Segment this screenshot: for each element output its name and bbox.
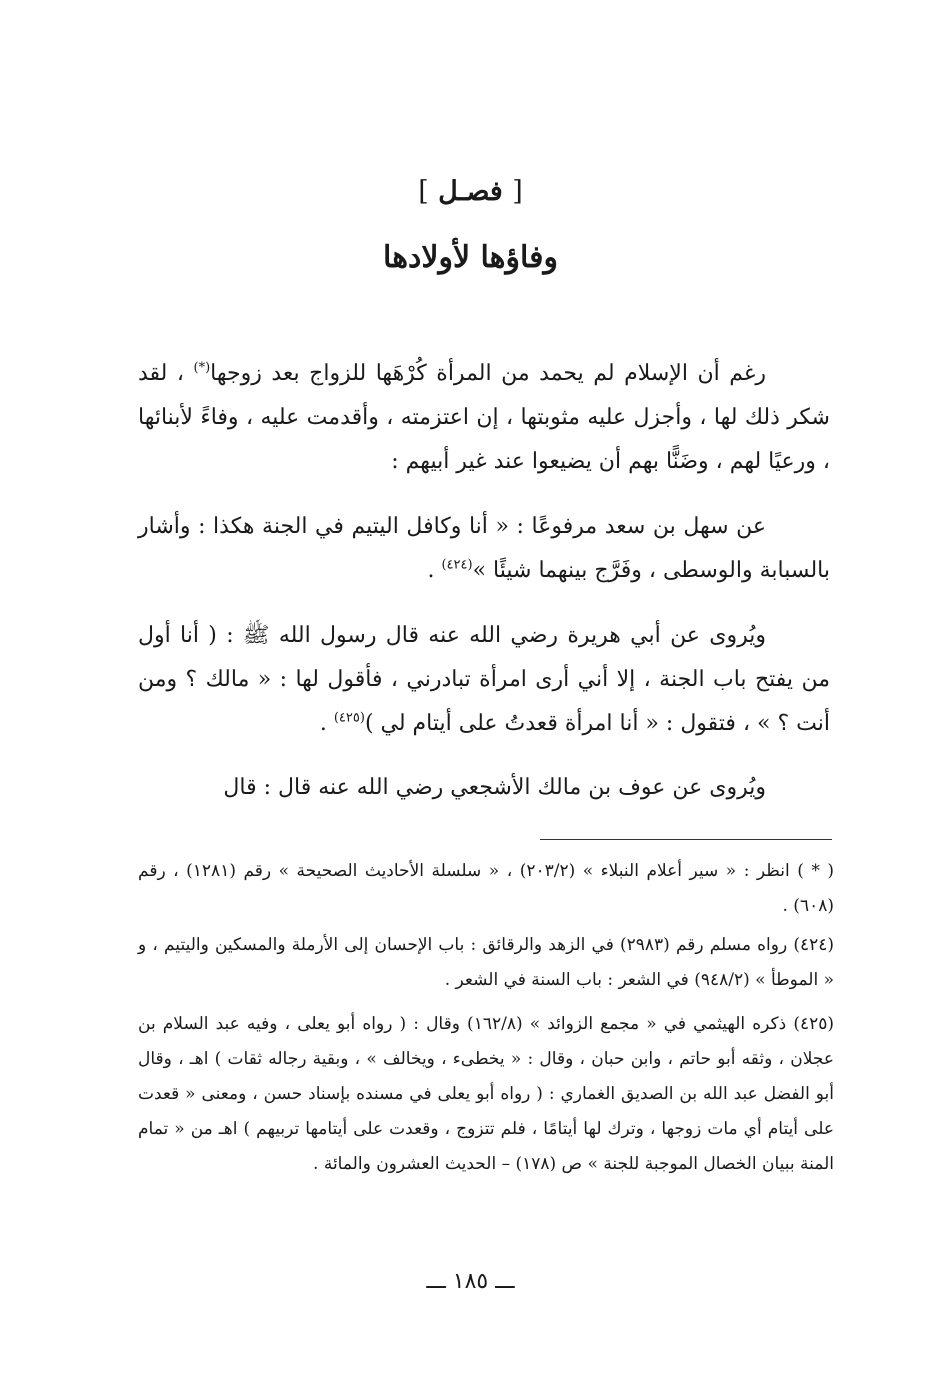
paragraph-tail: . (427, 558, 442, 583)
paragraph-text: عن سهل بن سعد مرفوعًا : « أنا وكافل اليتيم في الجنة هكذا : وأشار بالسبابة والوسطى ، وفَرَّج بينهما شيئًا » (138, 514, 830, 583)
paragraph-text: ويُروى عن عوف بن مالك الأشجعي رضي الله عنه قال : قال (223, 775, 766, 800)
footnote-text: ذكره الهيثمي في « مجمع الزوائد » (١٦٢/٨) وقال : ( رواه أبو يعلى ، وفيه عبد السلام بن عجلان ، وثقه أبو حاتم ، وابن حبان ، وقال : « يخطىء ، ويخالف » ، وبقية رجاله ثقات ) اهـ ، وقال أبو الفضل عبد الله بن الصديق الغماري : ( رواه أبو يعلى في مسنده بإسناد حسن ، ومعنى « قعدت على أيتام أي مات زوجها ، وترك لها أيتامًا ، فلم تتزوج ، وقعدت على أيتامها تربيهم ) اهـ من « تمام المنة ببيان الخصال الموجبة للجنة » ص (١٧٨) – الحديث العشرون والمائة . (138, 1014, 834, 1174)
footnote-424 (138, 928, 834, 998)
paragraph-tail: . (319, 711, 334, 736)
chapter-title: وفاؤها لأولادها (383, 240, 558, 275)
close-bracket: ] (418, 176, 429, 207)
footnote-text: رواه مسلم رقم (٢٩٨٣) في الزهد والرقائق : باب الإحسان إلى الأرملة والمسكين واليتيم ، و « الموطأ » (٩٤٨/٢) في الشعر : باب السنة في الشعر . (138, 935, 834, 990)
paragraph-hadith-sahl (138, 505, 830, 593)
footnote-marker: ( * ) (797, 861, 835, 881)
footnote-425 (138, 1007, 834, 1182)
footnote-ref-424: (٤٢٤) (441, 557, 473, 573)
footnote-text: انظر : « سير أعلام النبلاء » (٢٠٣/٢) ، « سلسلة الأحاديث الصحيحة » رقم (١٢٨١) ، رقم (٦٠٨) . (138, 861, 834, 916)
paragraph-hadith-awf (138, 766, 830, 810)
section-label-text: فصـل (438, 176, 503, 207)
footnote-divider (540, 839, 832, 840)
page-number: ـــ ١٨٥ ـــ (426, 1269, 515, 1294)
footnote-star (138, 854, 834, 924)
section-label (0, 172, 941, 212)
paragraph-tail: ، لقد شكر ذلك لها ، وأجزل عليه مثوبتها ، إن اعتزمته ، وأقدمت عليه ، وفاءً لأبنائها ، ورعيًا لهم ، وضَنًّا بهم أن يضيعوا عند غير أبيهم : (138, 361, 830, 474)
footnote-ref-star: (*) (193, 360, 211, 376)
footnote-marker: (٤٢٥) (793, 1014, 834, 1034)
paragraph-text: ويُروى عن أبي هريرة رضي الله عنه قال رسول الله ﷺ : ( أنا أول من يفتح باب الجنة ، إلا أني أرى امرأة تبادرني ، فأقول لها : « مالك ؟ ومن أنت ؟ » ، فتقول : « أنا امرأة قعدتُ على أيتام لي ) (138, 623, 830, 736)
footnote-ref-425: (٤٢٥) (333, 710, 365, 726)
footnote-marker: (٤٢٤) (793, 935, 834, 955)
paragraph-hadith-abu-hurayra (138, 614, 830, 746)
open-bracket: [ (512, 176, 523, 207)
paragraph-intro (138, 352, 830, 484)
paragraph-text: رغم أن الإسلام لم يحمد من المرأة كُرْهَها للزواج بعد زوجها (210, 361, 766, 386)
